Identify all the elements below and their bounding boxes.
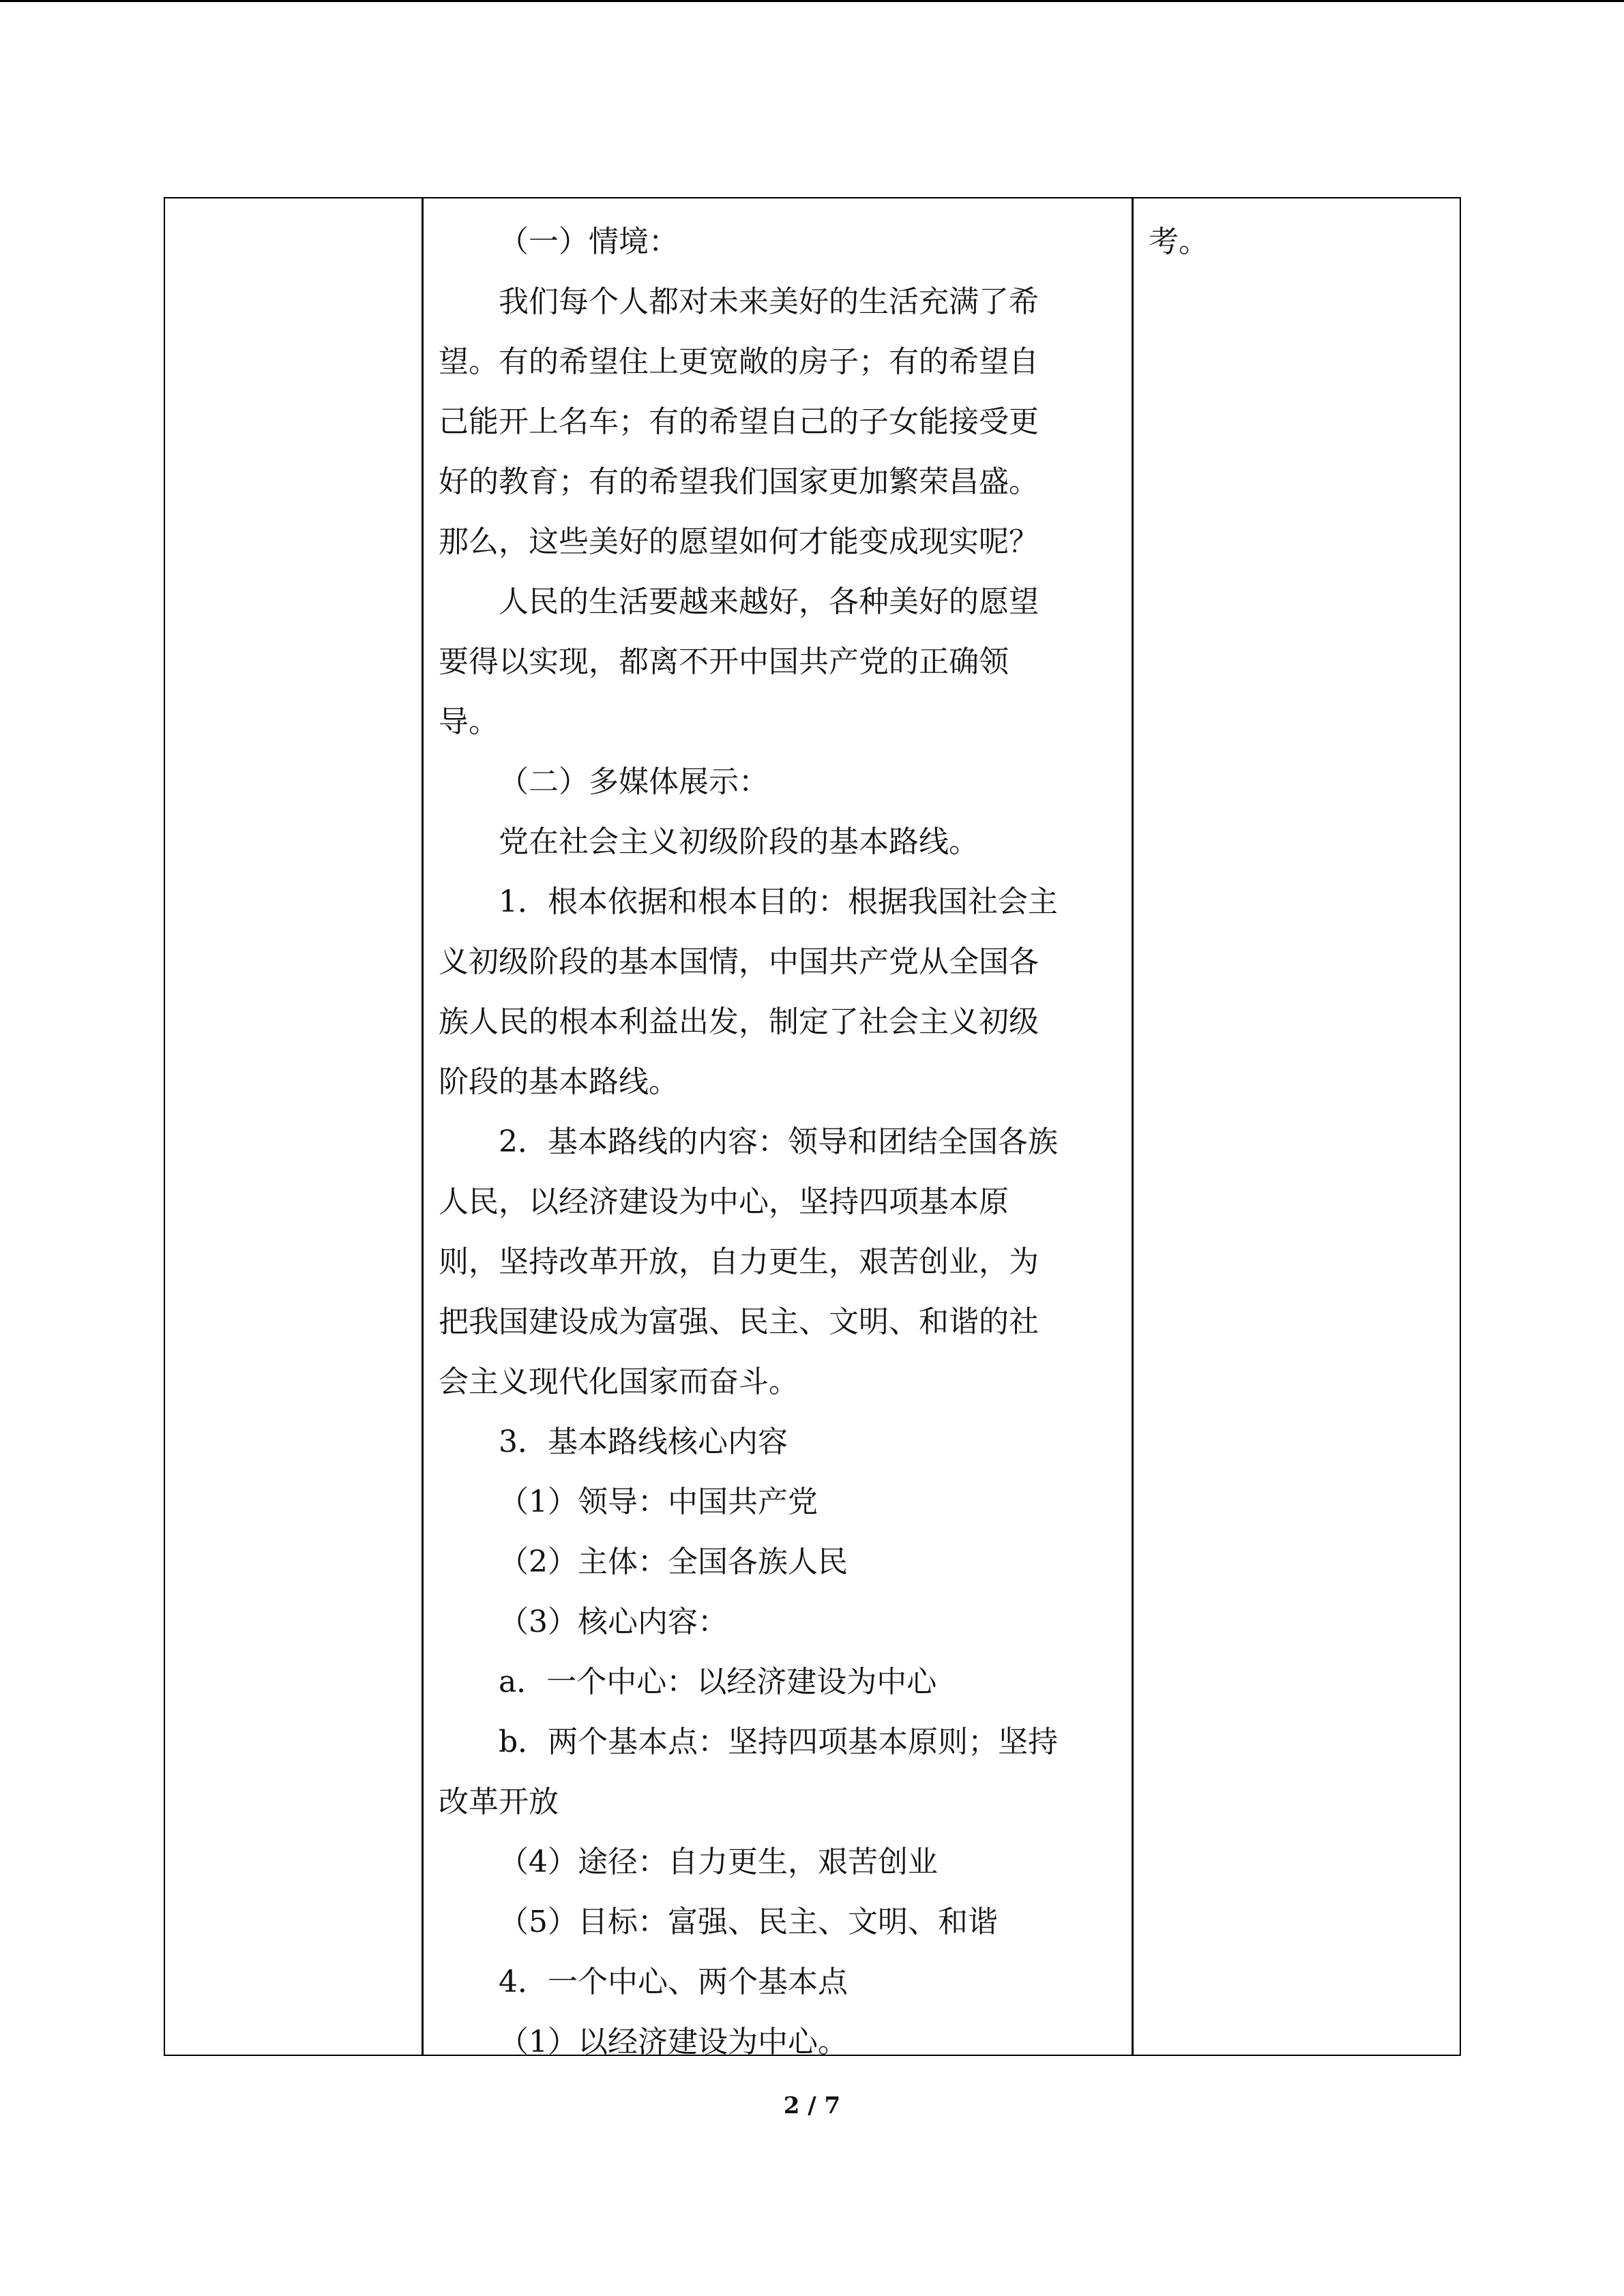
content-line: 则，坚持改革开放，自力更生，艰苦创业，为 — [439, 1244, 1039, 1279]
content-line: 望。有的希望住上更宽敞的房子；有的希望自 — [439, 344, 1039, 379]
content-line: （5）目标：富强、民主、文明、和谐 — [499, 1905, 998, 1939]
table-cell-section — [165, 198, 422, 2055]
content-line: 那么，这些美好的愿望如何才能变成现实呢？ — [439, 524, 1039, 559]
content-line: a．一个中心：以经济建设为中心 — [499, 1665, 937, 1699]
lesson-plan-table — [164, 197, 1461, 2059]
content-line: 2．基本路线的内容：领导和团结全国各族 — [499, 1124, 1058, 1159]
content-line: 我们每个人都对未来美好的生活充满了希 — [499, 284, 1039, 319]
content-line: 人民的生活要越来越好，各种美好的愿望 — [499, 584, 1039, 619]
content-line: 人民，以经济建设为中心，坚持四项基本原 — [439, 1184, 1009, 1219]
content-line: （1）以经济建设为中心。 — [499, 2025, 848, 2059]
content-line: 义初级阶段的基本国情，中国共产党从全国各 — [439, 944, 1039, 979]
content-line: （4）途径：自力更生，艰苦创业 — [499, 1845, 938, 1879]
page-number: 2 / 7 — [783, 2092, 841, 2119]
notes-text: 考。 — [1149, 224, 1209, 259]
content-line: 阶段的基本路线。 — [439, 1064, 679, 1099]
content-line: 把我国建设成为富强、民主、文明、和谐的社 — [439, 1304, 1039, 1339]
content-line: 3．基本路线核心内容 — [499, 1425, 788, 1459]
content-line: （一）情境： — [499, 224, 679, 259]
content-line: （2）主体：全国各族人民 — [499, 1545, 848, 1579]
table-cell-content — [424, 198, 1132, 2059]
content-line: b．两个基本点：坚持四项基本原则；坚持 — [499, 1725, 1059, 1759]
content-line: 会主义现代化国家而奋斗。 — [439, 1365, 799, 1399]
content-line: 党在社会主义初级阶段的基本路线。 — [499, 824, 979, 859]
content-line: （二）多媒体展示： — [499, 764, 769, 799]
content-line: （1）领导：中国共产党 — [499, 1485, 818, 1519]
content-line: 改革开放 — [439, 1785, 559, 1819]
content-line: 要得以实现，都离不开中国共产党的正确领 — [439, 644, 1009, 679]
top-border-rule — [0, 0, 1624, 2]
content-line: 己能开上名车；有的希望自己的子女能接受更 — [439, 404, 1039, 439]
content-line: 1．根本依据和根本目的：根据我国社会主 — [499, 884, 1058, 919]
content-line: 导。 — [439, 704, 499, 739]
content-line: （3）核心内容： — [499, 1605, 728, 1639]
table-cell-notes — [1134, 198, 1461, 2055]
content-line: 好的教育；有的希望我们国家更加繁荣昌盛。 — [439, 464, 1039, 499]
content-line: 4．一个中心、两个基本点 — [499, 1965, 848, 1999]
content-line: 族人民的根本利益出发，制定了社会主义初级 — [439, 1004, 1039, 1039]
